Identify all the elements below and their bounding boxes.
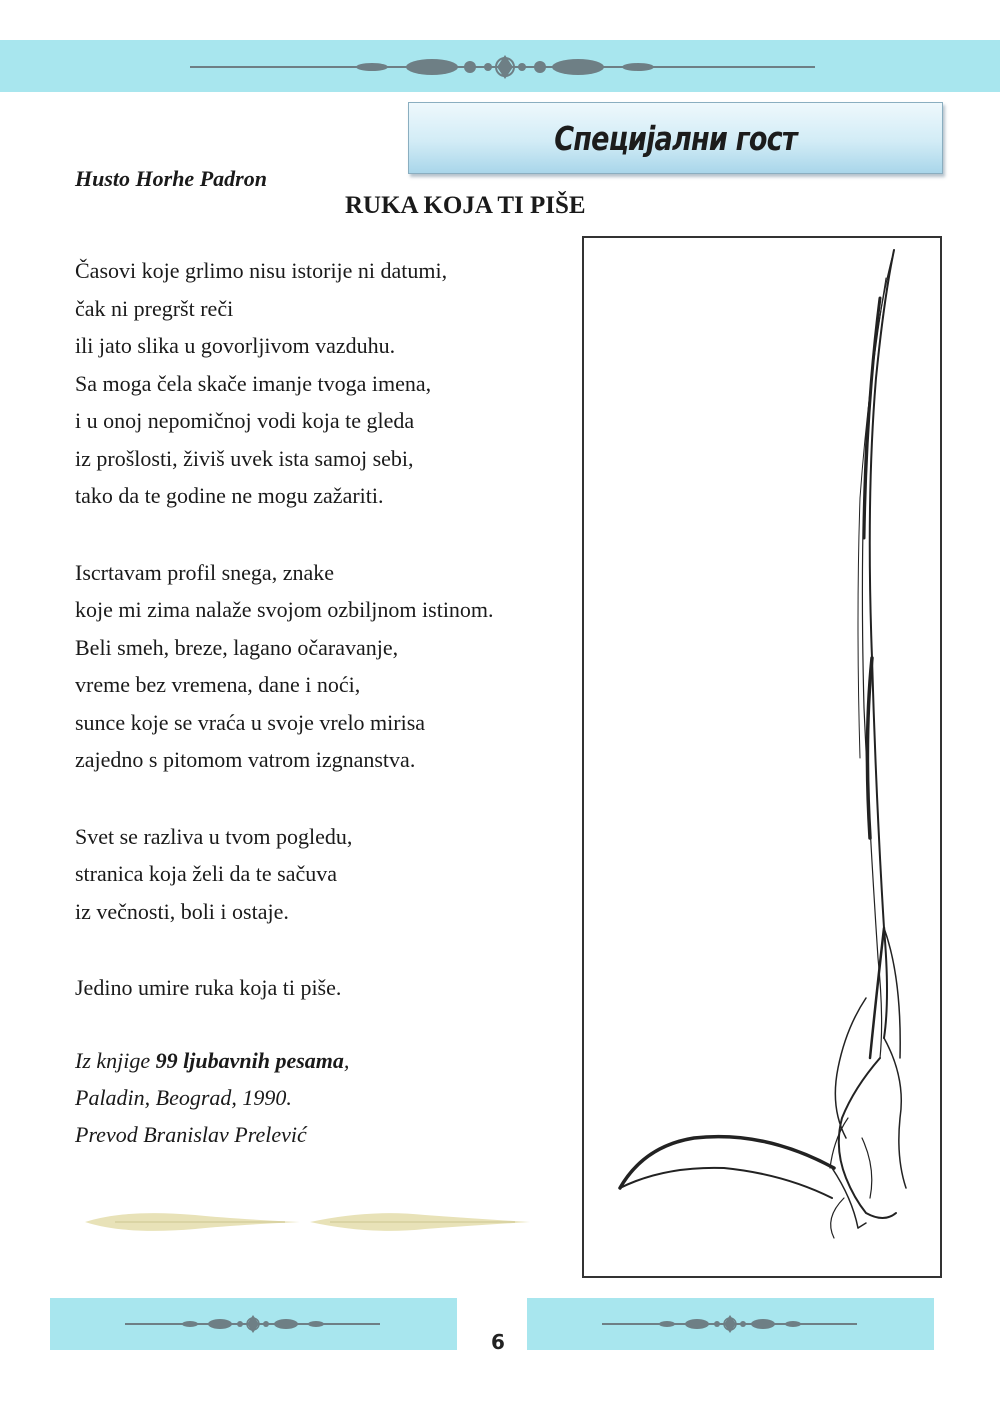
source-line (75, 1042, 349, 1079)
feather-quill-illustration-icon (584, 238, 940, 1276)
author-name: Husto Horhe Padron (75, 166, 267, 191)
poem-line: zajedno s pitomom vatrom izgnanstva. (75, 747, 416, 772)
illustration-frame (582, 236, 942, 1278)
source-credits (75, 1042, 349, 1153)
poem-line: koje mi zima nalaže svojom ozbiljnom istinom. (75, 597, 494, 622)
source-prefix: Iz knjige (75, 1048, 156, 1073)
section-header-box (408, 102, 943, 174)
page-number: 6 (491, 1330, 505, 1354)
poem-line: čak ni pregršt reči (75, 295, 234, 321)
poem-body (75, 252, 585, 1046)
poem-line: iz prošlosti, živiš uvek ista samoj sebi, (75, 445, 414, 471)
poem-line: Časovi koje grlimo nisu istorije ni datumi, (75, 258, 448, 283)
poem-line: Sa moga čela skače imanje tvoga imena, (75, 370, 432, 396)
stanza (75, 969, 585, 1007)
poem-line: stranica koja želi da te sačuva (75, 861, 338, 886)
stanza (75, 554, 585, 779)
flourish-ornament-icon (527, 1298, 934, 1350)
poem-line: Beli smeh, breze, lagano očaravanje, (75, 634, 399, 660)
stanza (75, 818, 585, 931)
publisher-line: Paladin, Beograd, 1990. (75, 1085, 292, 1110)
flourish-ornament-icon (0, 40, 1000, 92)
bottom-band-right (527, 1298, 934, 1350)
poem-line: Jedino umire ruka koja ti piše. (75, 975, 342, 1000)
section-title: Специјални гост (554, 119, 797, 158)
top-decorative-band (0, 40, 1000, 92)
bottom-band-left (50, 1298, 457, 1350)
poem-line: vreme bez vremena, dane i noći, (75, 672, 361, 697)
poem-line: ili jato slika u govorljivom vazduhu. (75, 333, 396, 358)
translator-line: Prevod Branislav Prelević (75, 1122, 307, 1147)
source-suffix: , (343, 1048, 350, 1073)
poem-line: sunce koje se vraća u svoje vrelo mirisa (75, 709, 426, 735)
stanza (75, 252, 585, 515)
divider-ornament-icon (85, 1203, 535, 1243)
poem-title: RUKA KOJA TI PIŠE (345, 192, 586, 219)
poem-line: Svet se razliva u tvom pogledu, (75, 823, 353, 849)
poem-line: Iscrtavam profil snega, znake (75, 559, 334, 585)
poem-line: tako da te godine ne mogu zažariti. (75, 483, 384, 508)
flourish-ornament-icon (50, 1298, 457, 1350)
book-title: 99 ljubavnih pesama (155, 1048, 344, 1073)
poem-line: i u onoj nepomičnoj vodi koja te gleda (75, 408, 415, 433)
poem-line: iz večnosti, boli i ostaje. (75, 898, 289, 924)
